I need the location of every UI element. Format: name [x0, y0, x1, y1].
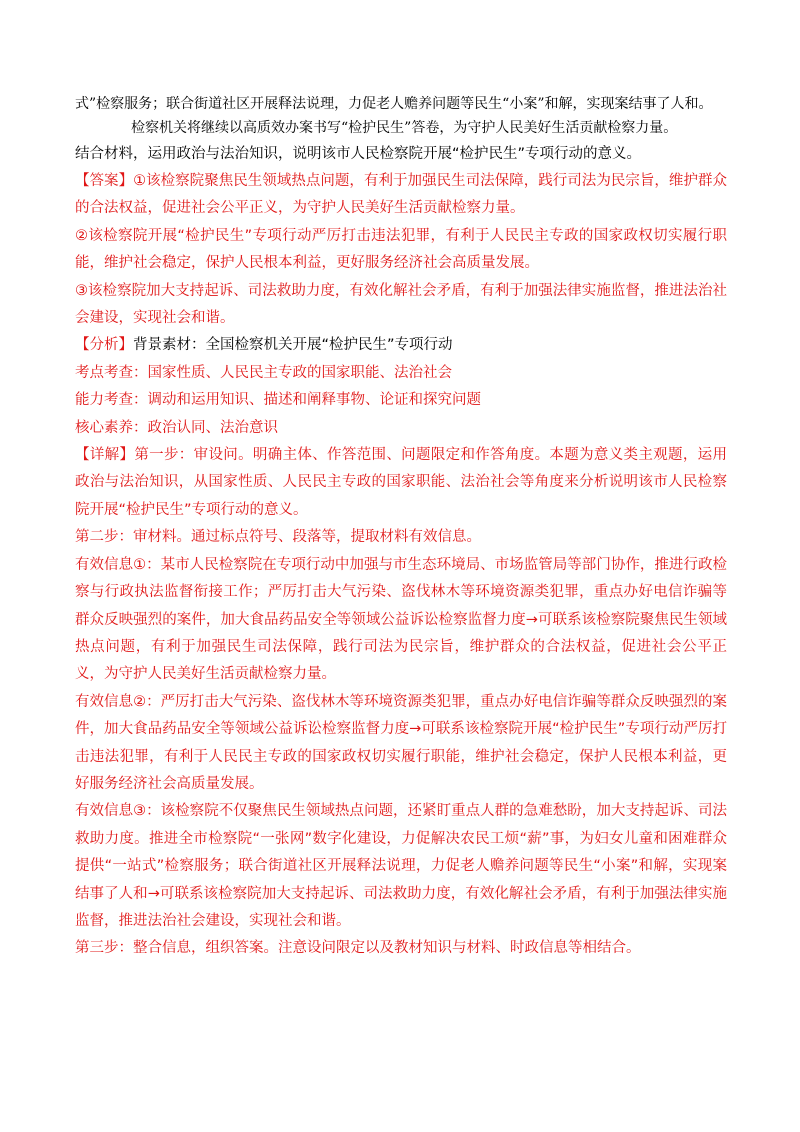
analysis-points: 考点考查：国家性质、人民民主专政的国家职能、法治社会 — [75, 364, 452, 381]
answer-point-3: ③该检察院加大支持起诉、司法救助力度，有效化解社会矛盾，有利于加强法律实施监督，推进法治社会建设，实现社会和谐。 — [75, 282, 727, 327]
analysis-literacy: 核心素养：政治认同、法治意识 — [75, 419, 278, 436]
answer-section — [75, 168, 727, 332]
detail-step-1: 【详解】第一步：审设问。明确主体、作答范围、问题限定和作答角度。本题为意义类主观题，运用政治与法治知识，从国家性质、人民民主专政的国家职能、法治社会等角度来分析说明该市人民检察院开展“检护民生”专项行动的意义。 — [75, 447, 728, 518]
detail-step-2: 第二步：审材料。通过标点符号、段落等，提取材料有效信息。 — [75, 529, 481, 546]
answer-point-2: ②该检察院开展“检护民生”专项行动严厉打击违法犯罪，有利于人民民主专政的国家政权切实履行职能，维护社会稳定，保护人民根本利益，更好服务经济社会高质量发展。 — [75, 227, 727, 272]
analysis-ability: 能力考查：调动和运用知识、描述和阐释事物、论证和探究问题 — [75, 392, 481, 409]
answer-point-1: 【答案】①该检察院聚焦民生领域热点问题，有利于加强民生司法保障，践行司法为民宗旨，维护群众的合法权益，促进社会公平正义，为守护人民美好生活贡献检察力量。 — [75, 173, 727, 217]
material-line-1: 式”检察服务；联合街道社区开展释法说理，力促老人赡养问题等民生“小案”和解，实现案结事了人和。 — [75, 96, 713, 112]
material-excerpt — [75, 92, 727, 140]
detail-label: 【详解】 — [75, 447, 135, 464]
detail-info-2: 有效信息②：严厉打击大气污染、盗伐林木等环境资源类犯罪，重点办好电信诈骗等群众反映强烈的案件，加大食品药品安全等领域公益诉讼检察监督力度→可联系该检察院开展“检护民生”专项行动严厉打击违法犯罪，有利于人民民主专政的国家政权切实履行职能，维护社会稳定，保护人民根本利益，更好服务经济社会高质量发展。 — [75, 693, 727, 792]
detail-step-3: 第三步：整合信息，组织答案。注意设问限定以及教材知识与材料、时政信息等相结合。 — [75, 940, 641, 957]
document-page — [75, 92, 727, 963]
detail-info-1: 有效信息①：某市人民检察院在专项行动中加强与市生态环境局、市场监管局等部门协作，推进行政检察与行政执法监督衔接工作；严厉打击大气污染、盗伐林木等环境资源类犯罪，重点办好电信诈骗等群众反映强烈的案件，加大食品药品安全等领域公益诉讼检察监督力度→可联系该检察院聚焦民生领域热点问题，有利于加强民生司法保障，践行司法为民宗旨，维护群众的合法权益，促进社会公平正义，为守护人民美好生活贡献检察力量。 — [75, 556, 727, 683]
detail-section — [75, 442, 727, 963]
material-line-2: 检察机关将继续以高质效办案书写“检护民生”答卷，为守护人民美好生活贡献检察力量。 — [131, 120, 678, 136]
question-text: 结合材料，运用政治与法治知识，说明该市人民检察院开展“检护民生”专项行动的意义。 — [75, 146, 642, 162]
analysis-background: 【分析】背景素材：全国检察机关开展“检护民生”专项行动 — [75, 337, 453, 354]
detail-info-3: 有效信息③：该检察院不仅聚焦民生领域热点问题，还紧盯重点人群的急难愁盼，加大支持起诉、司法救助力度。推进全市检察院“一张网”数字化建设，力促解决农民工烦“薪”事，为妇女儿童和困难群众提供“一站式”检察服务；联合街道社区开展释法说理，力促老人赡养问题等民生“小案”和解，实现案结事了人和→可联系该检察院加大支持起诉、司法救助力度，有效化解社会矛盾，有利于加强法律实施监督，推进法治社会建设，实现社会和谐。 — [75, 803, 727, 929]
analysis-section — [75, 332, 727, 442]
analysis-label: 【分析】 — [75, 337, 133, 354]
answer-label: 【答案】 — [75, 173, 134, 189]
